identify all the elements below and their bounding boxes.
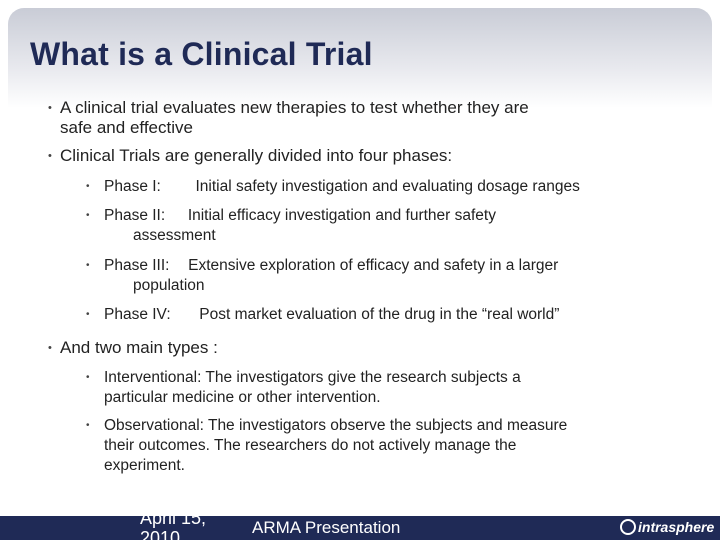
bullet-dot-icon: •: [86, 181, 90, 192]
bullet-dot-icon: •: [86, 420, 90, 431]
type-description-continued: particular medicine or other intervention.: [104, 389, 381, 406]
logo-ring-icon: [620, 519, 636, 535]
phase-item-3: [86, 256, 559, 296]
bullet-dot-icon: •: [86, 210, 90, 221]
phase-label: Phase IV:: [104, 306, 171, 323]
phase-description: Extensive exploration of efficacy and safety in a larger: [188, 257, 559, 274]
bullet-dot-icon: •: [86, 260, 90, 271]
phase-description-continued: population: [133, 277, 205, 294]
phase-item-2: [86, 206, 496, 246]
phase-description: Initial safety investigation and evaluating dosage ranges: [195, 178, 580, 195]
bullet-dot-icon: •: [48, 150, 52, 162]
phase-description-continued: assessment: [133, 227, 216, 244]
intrasphere-logo: intrasphere: [620, 519, 714, 535]
type-label: Observational: [104, 417, 200, 434]
phase-item-1: [86, 177, 580, 197]
footer-presentation-title: ARMA Presentation: [252, 518, 401, 537]
bullet-dot-icon: •: [86, 372, 90, 383]
phase-item-4: [86, 305, 560, 325]
phase-description: Post market evaluation of the drug in the “real world”: [199, 306, 560, 323]
type-description-continued: their outcomes. The researchers do not actively manage the: [104, 437, 517, 454]
type-description: : The investigators observe the subjects and measure: [199, 417, 568, 434]
bullet-dot-icon: •: [48, 102, 52, 114]
bullet-dot-icon: •: [86, 309, 90, 320]
phase-label: Phase III:: [104, 257, 170, 274]
phase-label: Phase I:: [104, 178, 161, 195]
phase-label: Phase II:: [104, 207, 166, 224]
bullet-dot-icon: •: [48, 342, 52, 354]
type-description-continued-2: experiment.: [104, 457, 185, 474]
phase-description: Initial efficacy investigation and further safety: [187, 207, 496, 224]
bullet-types-intro: • And two main types :: [48, 338, 218, 357]
bullet-phases-intro: • Clinical Trials are generally divided into four phases:: [48, 146, 453, 165]
bullet-clinical-trial-definition: • A clinical trial evaluates new therapies to test whether they are safe and effective: [48, 98, 529, 137]
type-item-observational: [86, 416, 568, 476]
footer-date: April 15, 2010: [140, 508, 207, 548]
type-description: : The investigators give the research subjects a: [197, 369, 521, 386]
type-item-interventional: [86, 368, 521, 408]
slide-title: What is a Clinical Trial: [30, 36, 373, 72]
type-label: Interventional: [104, 369, 198, 386]
